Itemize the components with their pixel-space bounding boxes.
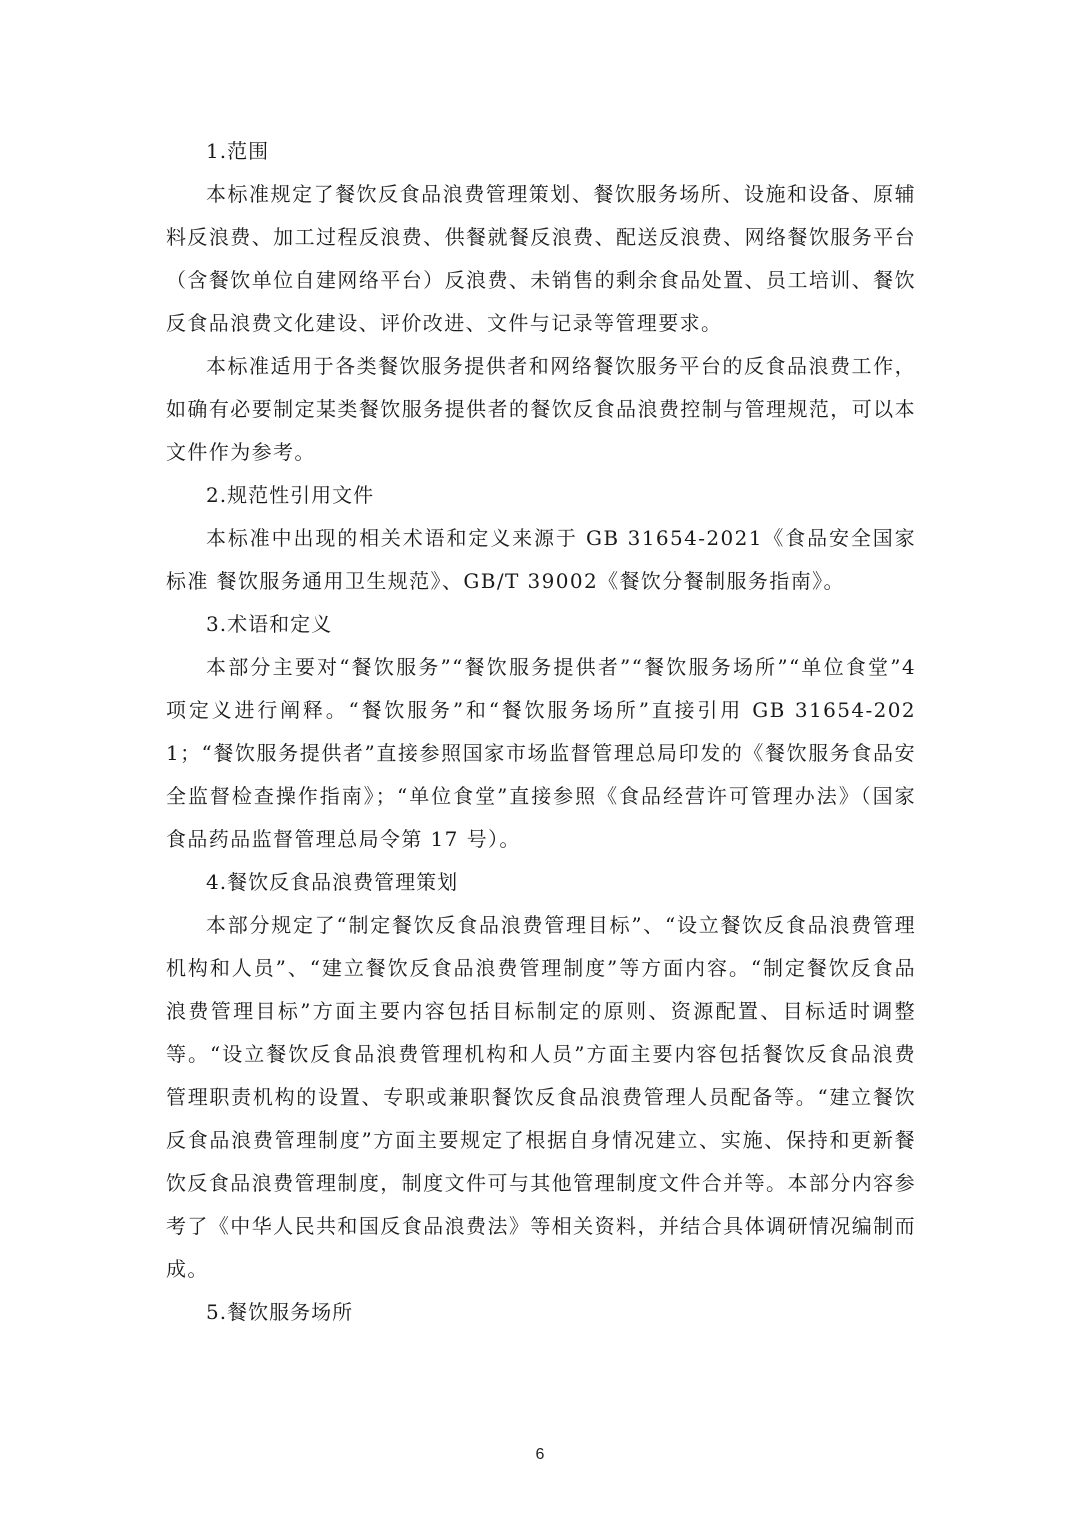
terms-definitions-paragraph: 本部分主要对“餐饮服务”“餐饮服务提供者”“餐饮服务场所”“单位食堂”4 项定义进行阐释。“餐饮服务”和“餐饮服务场所”直接引用 GB 31654-2021；“餐饮服务提供者”直接参照国家市场监督管理总局印发的《餐饮服务食品安全监督检查操作指南》；“单位食堂”直接参照《食品经营许可管理办法》（国家食品药品监督管理总局令第 17 号）。 [166, 655, 916, 851]
section-heading-management-planning: 4.餐饮反食品浪费管理策划 [206, 870, 459, 894]
section-heading-normative-references: 2.规范性引用文件 [206, 483, 375, 507]
management-planning-paragraph: 本部分规定了“制定餐饮反食品浪费管理目标”、“设立餐饮反食品浪费管理机构和人员”、“建立餐饮反食品浪费管理制度”等方面内容。“制定餐饮反食品浪费管理目标”方面主要内容包括目标制定的原则、资源配置、目标适时调整等。“设立餐饮反食品浪费管理机构和人员”方面主要内容包括餐饮反食品浪费管理职责机构的设置、专职或兼职餐饮反食品浪费管理人员配备等。“建立餐饮反食品浪费管理制度”方面主要规定了根据自身情况建立、实施、保持和更新餐饮反食品浪费管理制度，制度文件可与其他管理制度文件合并等。本部分内容参考了《中华人民共和国反食品浪费法》等相关资料，并结合具体调研情况编制而成。 [166, 913, 916, 1281]
document-body [166, 130, 916, 1334]
scope-paragraph-1: 本标准规定了餐饮反食品浪费管理策划、餐饮服务场所、设施和设备、原辅料反浪费、加工过程反浪费、供餐就餐反浪费、配送反浪费、网络餐饮服务平台（含餐饮单位自建网络平台）反浪费、未销售的剩余食品处置、员工培训、餐饮反食品浪费文化建设、评价改进、文件与记录等管理要求。 [166, 182, 916, 335]
normative-references-paragraph: 本标准中出现的相关术语和定义来源于 GB 31654-2021《食品安全国家标准 餐饮服务通用卫生规范》、GB/T 39002《餐饮分餐制服务指南》。 [166, 526, 916, 593]
section-heading-scope: 1.范围 [206, 139, 270, 163]
section-heading-service-venues: 5.餐饮服务场所 [206, 1300, 354, 1324]
page-number: 6 [535, 1446, 545, 1463]
scope-paragraph-2: 本标准适用于各类餐饮服务提供者和网络餐饮服务平台的反食品浪费工作，如确有必要制定某类餐饮服务提供者的餐饮反食品浪费控制与管理规范，可以本文件作为参考。 [166, 354, 916, 464]
section-heading-terms-definitions: 3.术语和定义 [206, 612, 333, 636]
